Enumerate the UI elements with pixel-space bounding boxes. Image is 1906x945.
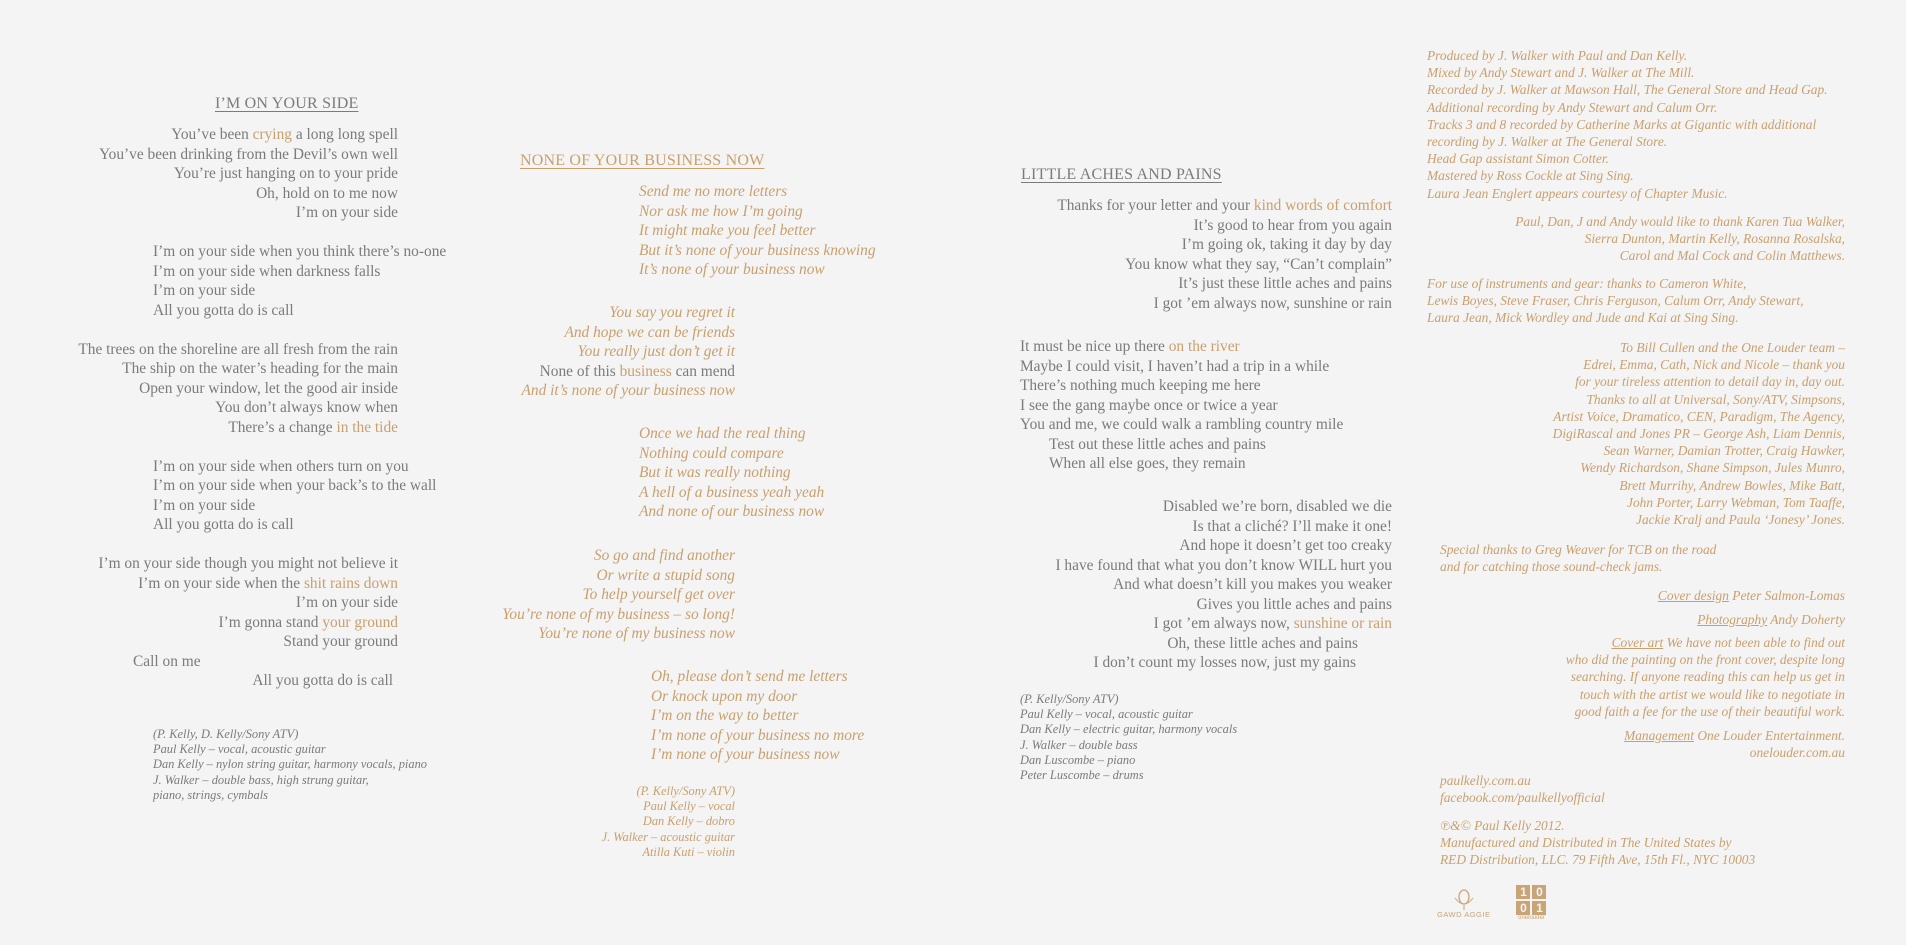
lyric-line: I’m on your side though you might not believe it xyxy=(98,555,398,572)
thanks-family xyxy=(1400,213,1845,265)
lyrics-stanza-1 xyxy=(639,182,876,280)
song-title-little-aches-and-pains: LITTLE ACHES AND PAINS xyxy=(1021,166,1222,183)
liner-line: Special thanks to Greg Weaver for TCB on the road xyxy=(1440,542,1717,557)
lyric-highlight: sunshine or rain xyxy=(1293,615,1392,632)
lyric-text: I got ’em always now, xyxy=(1153,615,1294,632)
lyric-line: And what doesn’t kill you makes you weaker xyxy=(1113,576,1392,593)
lyric-text: Thanks for your letter and your xyxy=(1057,197,1254,214)
song-credits-little-aches-and-pains xyxy=(1020,692,1237,783)
song-credits-im-on-your-side xyxy=(153,727,427,803)
liner-line: Recorded by J. Walker at Mawson Hall, The General Store and Head Gap. xyxy=(1427,82,1828,98)
lyric-line: I see the gang maybe once or twice a year xyxy=(1020,396,1278,414)
credit-line: piano, strings, cymbals xyxy=(153,787,268,802)
lyric-line: Nor ask me how I’m going xyxy=(639,202,803,220)
lyric-line: To help yourself get over xyxy=(582,586,735,603)
lyric-line xyxy=(990,614,1392,634)
lyric-line: Is that a cliché? I’ll make it one! xyxy=(1192,517,1392,535)
lyric-line: All you gotta do is call xyxy=(252,672,393,689)
credit-line: (P. Kelly, D. Kelly/Sony ATV) xyxy=(153,727,299,741)
one-louder-caption: onelouder xyxy=(1518,915,1545,921)
lyric-highlight: crying xyxy=(252,126,292,143)
cover-design-value: Peter Salmon-Lomas xyxy=(1732,588,1845,603)
lyric-line xyxy=(0,574,398,594)
lyric-highlight: in the tide xyxy=(336,418,398,436)
stanza-gap xyxy=(0,320,470,340)
lyric-text: It must be nice up there xyxy=(1020,338,1169,355)
special-thanks xyxy=(1440,541,1716,575)
liner-line: Carol and Mal Cock and Colin Matthews. xyxy=(1619,248,1845,264)
lyrics-stanza-1 xyxy=(990,196,1392,313)
lyric-line: You and me, we could walk a rambling country mile xyxy=(1020,416,1344,433)
credit-line: J. Walker – acoustic guitar xyxy=(601,829,735,844)
lyric-line xyxy=(0,613,398,633)
lyric-line: I’m none of your business now xyxy=(651,746,840,763)
liner-line: DigiRascal and Jones PR – George Ash, Liam Dennis, xyxy=(1552,426,1845,442)
management-label: Management xyxy=(1624,728,1694,743)
credit-line: J. Walker – double bass, high strung guitar, xyxy=(153,772,369,787)
lyric-line: You don’t always know when xyxy=(215,399,398,416)
cover-art-line xyxy=(1400,634,1845,651)
one-louder-digit: 0 xyxy=(1516,901,1530,915)
stanza-gap xyxy=(0,223,470,243)
cover-art-line: searching. If anyone reading this can help us get in xyxy=(1570,669,1845,685)
lyric-line: But it’s none of your business knowing xyxy=(639,241,876,259)
lyric-text: I’m on your side when the xyxy=(138,574,304,592)
copyright-notice xyxy=(1440,817,1755,869)
cover-art-line: good faith a fee for the use of their beautiful work. xyxy=(1574,703,1845,719)
cover-art-line: touch with the artist we would like to negotiate in xyxy=(1579,686,1845,702)
web-links xyxy=(1440,772,1605,806)
liner-line: RED Distribution, LLC. 79 Fifth Ave, 15th Fl., NYC 10003 xyxy=(1440,852,1756,868)
lyric-line: You say you regret it xyxy=(609,304,735,321)
song-title-none-of-your-business: NONE OF YOUR BUSINESS NOW xyxy=(520,152,765,169)
lyric-line: So go and find another xyxy=(593,547,735,564)
management-value: One Louder Entertainment. xyxy=(1697,728,1845,743)
lyrics-stanza-2 xyxy=(1020,337,1343,474)
credit-line: (P. Kelly/Sony ATV) xyxy=(1020,692,1119,706)
lyric-line: You’re just hanging on to your pride xyxy=(173,165,398,182)
lyric-line: But it was really nothing xyxy=(639,464,791,481)
lyric-line: I don’t count my losses now, just my gains xyxy=(1093,654,1356,671)
song-lyrics-im-on-your-side xyxy=(0,125,470,691)
liner-line: Sierra Dunton, Martin Kelly, Rosanna Rosalska, xyxy=(1584,231,1845,247)
credit-line: Paul Kelly – vocal, acoustic guitar xyxy=(1020,707,1193,722)
liner-line: Laura Jean, Mick Wordley and Jude and Kai at Sing Sing. xyxy=(1427,310,1739,326)
lyric-line: I’m on your side when you think there’s no-one xyxy=(153,243,447,260)
lyric-line: I’m on your side when your back’s to the wall xyxy=(153,477,437,494)
lyric-line: Oh, hold on to me now xyxy=(256,184,398,202)
label-logos xyxy=(1437,885,1546,921)
lyric-line: Oh, these little aches and pains xyxy=(1167,634,1358,652)
lyric-highlight: on the river xyxy=(1168,338,1240,355)
one-louder-digit: 1 xyxy=(1516,885,1530,899)
lyric-line: Send me no more letters xyxy=(639,183,788,200)
lyrics-stanza-3 xyxy=(990,497,1392,673)
liner-line: To Bill Cullen and the One Louder team – xyxy=(1620,340,1845,355)
lyric-line: All you gotta do is call xyxy=(153,301,294,319)
lyric-line: Or knock upon my door xyxy=(651,687,798,705)
liner-line: Produced by J. Walker with Paul and Dan Kelly. xyxy=(1427,48,1688,63)
credit-line: Dan Luscombe – piano xyxy=(1020,752,1136,767)
lyric-line: And it’s none of your business now xyxy=(521,382,735,399)
liner-line: Brett Murrihy, Andrew Bowles, Mike Batt, xyxy=(1619,477,1845,493)
production-credits xyxy=(1427,47,1828,202)
lyric-line: The trees on the shoreline are all fresh from the rain xyxy=(78,340,398,358)
liner-line: For use of instruments and gear: thanks to Cameron White, xyxy=(1427,276,1747,291)
lyric-line: All you gotta do is call xyxy=(153,516,294,533)
lyric-line: Disabled we’re born, disabled we die xyxy=(1162,498,1392,515)
liner-line: Edrei, Emma, Cath, Nick and Nicole – thank you xyxy=(1583,357,1845,373)
cover-art-line: who did the painting on the front cover, despite long xyxy=(1565,652,1845,668)
liner-line: Lewis Boyes, Steve Fraser, Chris Ferguson, Calum Orr, Andy Stewart, xyxy=(1427,293,1804,309)
lyric-highlight: business xyxy=(619,362,672,380)
website-link[interactable]: paulkelly.com.au xyxy=(1440,773,1531,788)
photography-credit xyxy=(1400,611,1845,628)
credit-line: Atilla Kuti – violin xyxy=(642,844,735,859)
credit-line: Dan Kelly – electric guitar, harmony vocals xyxy=(1020,722,1238,737)
lyrics-stanza-3 xyxy=(639,424,824,522)
one-louder-digit: 1 xyxy=(1532,901,1546,915)
stanza-gap xyxy=(0,437,470,457)
credit-line: Paul Kelly – vocal xyxy=(643,799,735,814)
song-credits-none-of-your-business xyxy=(560,784,735,860)
song-title-im-on-your-side: I’M ON YOUR SIDE xyxy=(215,95,359,112)
thanks-one-louder xyxy=(1400,339,1845,528)
liner-line: Tracks 3 and 8 recorded by Catherine Marks at Gigantic with additional xyxy=(1427,116,1817,132)
liner-line: Jackie Kralj and Paula ‘Jonesy’ Jones. xyxy=(1636,512,1845,528)
lyric-highlight: kind words of comfort xyxy=(1253,197,1392,214)
lyric-line: And none of our business now xyxy=(639,503,825,520)
lyric-line: I’m on your side when darkness falls xyxy=(153,262,381,280)
liner-line: Manufactured and Distributed in The United States by xyxy=(1440,835,1732,851)
lyric-line: You’re none of my business – so long! xyxy=(502,605,735,623)
liner-line: John Porter, Larry Webman, Tom Taaffe, xyxy=(1627,494,1845,510)
lyric-text: a long long spell xyxy=(291,126,398,143)
lyric-highlight: shit rains down xyxy=(303,574,398,592)
liner-line: recording by J. Walker at The General Store. xyxy=(1427,134,1668,150)
lyric-line xyxy=(0,418,398,438)
credit-line: Dan Kelly – dobro xyxy=(642,814,735,829)
lyric-line: You really just don’t get it xyxy=(577,343,735,360)
lyric-line: Nothing could compare xyxy=(639,444,784,462)
lyric-line: Once we had the real thing xyxy=(639,425,806,442)
liner-line: Laura Jean Englert appears courtesy of Chapter Music. xyxy=(1427,185,1728,201)
liner-line: Sean Warner, Damian Trotter, Craig Hawker, xyxy=(1603,443,1845,459)
cover-art-label: Cover art xyxy=(1611,635,1664,650)
lyric-line: You’re none of my business now xyxy=(538,625,735,642)
lyric-line: I’m on your side when others turn on you xyxy=(153,457,409,475)
lyric-line: Stand your ground xyxy=(283,633,398,650)
lyric-line: Call on me xyxy=(133,652,201,670)
credit-line: Peter Luscombe – drums xyxy=(1020,768,1144,783)
lyric-text: I’m gonna stand xyxy=(218,613,323,631)
lyric-line xyxy=(1020,337,1343,357)
liner-line: Paul, Dan, J and Andy would like to thank Karen Tua Walker, xyxy=(1515,214,1845,229)
lyric-line: And hope we can be friends xyxy=(564,323,735,341)
lyric-line: You’ve been drinking from the Devil’s own well xyxy=(99,145,398,163)
lyric-line: I’m on your side xyxy=(153,282,256,299)
cover-design-label: Cover design xyxy=(1657,588,1729,603)
cover-art-text: We have not been able to find out xyxy=(1663,635,1845,650)
lyric-text: There’s a change xyxy=(228,418,337,436)
lyric-line xyxy=(990,196,1392,216)
lyric-line xyxy=(0,125,398,145)
lyric-line: Test out these little aches and pains xyxy=(1049,435,1266,453)
lyric-line: A hell of a business yeah yeah xyxy=(639,483,825,501)
lyric-line: Or write a stupid song xyxy=(596,566,735,584)
management-url[interactable]: onelouder.com.au xyxy=(1749,745,1845,760)
lyrics-stanza-4 xyxy=(460,546,735,644)
liner-line: and for catching those sound-check jams. xyxy=(1440,559,1663,575)
liner-line: ℗&© Paul Kelly 2012. xyxy=(1440,818,1565,833)
credit-line: (P. Kelly/Sony ATV) xyxy=(636,784,735,798)
lyric-line: It’s good to hear from you again xyxy=(1193,216,1392,234)
lyric-line: I’m going ok, taking it day by day xyxy=(1181,236,1392,253)
liner-line: Head Gap assistant Simon Cotter. xyxy=(1427,151,1609,167)
credit-line: J. Walker – double bass xyxy=(1020,737,1138,752)
lyrics-stanza-2 xyxy=(460,303,735,401)
lyric-line: When all else goes, they remain xyxy=(1049,455,1246,472)
lyric-line: It’s none of your business now xyxy=(639,261,825,278)
gawd-aggie-text: GAWD AGGIE xyxy=(1437,909,1491,919)
lyric-line xyxy=(460,362,735,382)
one-louder-logo xyxy=(1516,885,1546,921)
lyric-line: There’s nothing much keeping me here xyxy=(1020,377,1261,394)
lyric-text: can mend xyxy=(671,362,735,380)
stanza-gap xyxy=(0,535,470,555)
lyric-line: You know what they say, “Can’t complain” xyxy=(1125,255,1392,273)
photography-value: Andy Doherty xyxy=(1770,612,1845,627)
one-louder-grid xyxy=(1516,885,1546,915)
lyric-line: I’m on your side xyxy=(295,594,398,611)
lyric-line: It’s just these little aches and pains xyxy=(1178,275,1392,292)
liner-line: Mixed by Andy Stewart and J. Walker at The Mill. xyxy=(1427,65,1695,81)
microphone-icon xyxy=(1451,888,1477,910)
liner-line: Thanks to all at Universal, Sony/ATV, Simpsons, xyxy=(1586,391,1845,407)
lyric-text: None of this xyxy=(539,362,620,380)
liner-line: Artist Voice, Dramatico, CEN, Paradigm, The Agency, xyxy=(1553,408,1845,424)
lyric-line: I have found that what you don’t know WILL hurt you xyxy=(1055,556,1392,574)
lyric-line: Gives you little aches and pains xyxy=(1196,595,1392,613)
lyric-line: I got ’em always now, sunshine or rain xyxy=(1153,294,1392,312)
cover-design-credit xyxy=(1400,587,1845,604)
liner-line: Mastered by Ross Cockle at Sing Sing. xyxy=(1427,168,1634,184)
liner-line: Additional recording by Andy Stewart and Calum Orr. xyxy=(1427,99,1718,115)
lyric-line: The ship on the water’s heading for the main xyxy=(122,360,398,377)
liner-line: for your tireless attention to detail day in, day out. xyxy=(1575,374,1845,390)
lyric-highlight: your ground xyxy=(322,613,398,631)
thanks-instruments xyxy=(1427,275,1803,327)
photography-label: Photography xyxy=(1697,612,1768,627)
lyric-line: I’m on your side xyxy=(295,204,398,221)
cover-art-credit xyxy=(1400,634,1845,720)
credit-line: Paul Kelly – vocal, acoustic guitar xyxy=(153,742,326,757)
one-louder-digit: 0 xyxy=(1532,885,1546,899)
lyric-line: It might make you feel better xyxy=(639,222,816,239)
lyric-line: And hope it doesn’t get too creaky xyxy=(1179,537,1392,554)
lyrics-stanza-5 xyxy=(651,667,864,765)
lyric-line: Open your window, let the good air inside xyxy=(139,379,398,397)
management-credit xyxy=(1400,727,1845,744)
lyric-line: I’m on the way to better xyxy=(651,707,799,724)
facebook-link[interactable]: facebook.com/paulkellyofficial xyxy=(1440,790,1605,806)
lyric-line: I’m on your side xyxy=(153,496,256,514)
credit-line: Dan Kelly – nylon string guitar, harmony vocals, piano xyxy=(153,757,427,772)
lyric-line: I’m none of your business no more xyxy=(651,726,865,744)
liner-line: Wendy Richardson, Shane Simpson, Jules Munro, xyxy=(1580,460,1845,476)
lyric-line: Maybe I could visit, I haven’t had a trip in a while xyxy=(1020,357,1330,375)
gawd-aggie-logo xyxy=(1437,888,1490,919)
lyric-text: You’ve been xyxy=(171,126,253,143)
lyric-line: Oh, please don’t send me letters xyxy=(651,668,848,685)
